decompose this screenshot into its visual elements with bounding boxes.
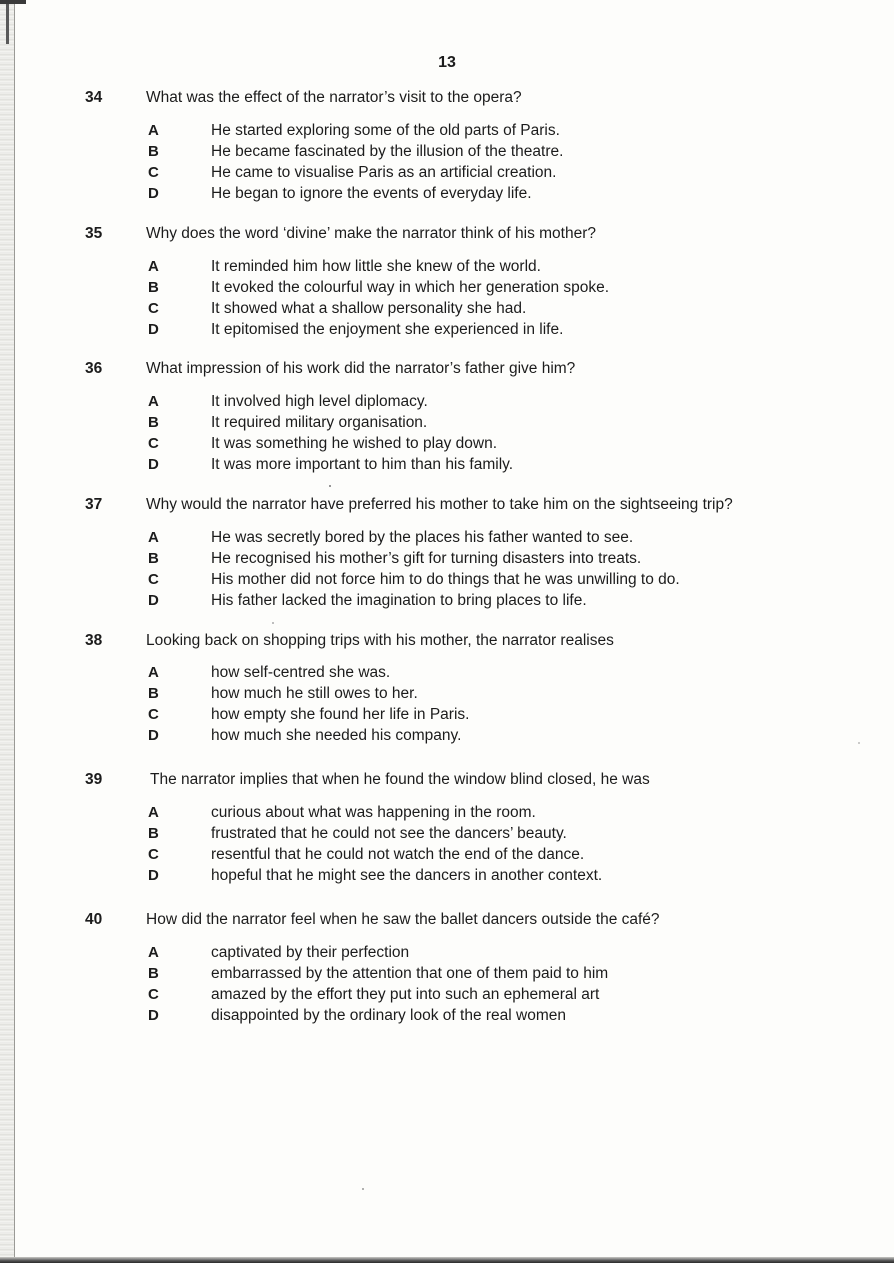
option-text: how self-centred she was. <box>211 664 391 681</box>
option-40-c[interactable] <box>0 986 894 1007</box>
option-36-a[interactable] <box>0 393 894 414</box>
option-letter: B <box>148 550 159 567</box>
option-text: He came to visualise Paris as an artificial creation. <box>211 164 557 181</box>
option-text: It involved high level diplomacy. <box>211 393 428 410</box>
option-37-d[interactable] <box>0 592 894 613</box>
option-text: It required military organisation. <box>211 414 428 431</box>
option-letter: B <box>148 279 159 296</box>
question-number: 39 <box>85 771 103 788</box>
option-text: It showed what a shallow personality she had. <box>211 300 527 317</box>
option-38-c[interactable] <box>0 706 894 727</box>
option-letter: D <box>148 456 159 473</box>
option-letter: C <box>148 986 159 1003</box>
option-text: His mother did not force him to do things that he was unwilling to do. <box>211 571 680 588</box>
scan-speck <box>858 742 860 744</box>
question-text: Why does the word ‘divine’ make the narrator think of his mother? <box>146 225 596 242</box>
option-letter: B <box>148 965 159 982</box>
option-text: He was secretly bored by the places his father wanted to see. <box>211 529 634 546</box>
option-letter: B <box>148 685 159 702</box>
option-text: It was something he wished to play down. <box>211 435 498 452</box>
option-text: how empty she found her life in Paris. <box>211 706 470 723</box>
question-text: Looking back on shopping trips with his mother, the narrator realises <box>146 632 614 649</box>
option-text: captivated by their perfection <box>211 944 410 961</box>
option-text: curious about what was happening in the room. <box>211 804 536 821</box>
option-text: hopeful that he might see the dancers in another context. <box>211 867 603 884</box>
option-text: He recognised his mother’s gift for turning disasters into treats. <box>211 550 642 567</box>
option-text: resentful that he could not watch the end of the dance. <box>211 846 585 863</box>
option-letter: C <box>148 706 159 723</box>
option-text: His father lacked the imagination to bring places to life. <box>211 592 587 609</box>
option-35-c[interactable] <box>0 300 894 321</box>
option-34-c[interactable] <box>0 164 894 185</box>
question-text: How did the narrator feel when he saw the ballet dancers outside the café? <box>146 911 660 928</box>
option-letter: A <box>148 393 159 410</box>
option-text: It epitomised the enjoyment she experienced in life. <box>211 321 564 338</box>
option-letter: C <box>148 300 159 317</box>
question-number: 36 <box>85 360 103 377</box>
option-35-b[interactable] <box>0 279 894 300</box>
question-number: 34 <box>85 89 103 106</box>
option-text: frustrated that he could not see the dancers’ beauty. <box>211 825 567 842</box>
option-38-a[interactable] <box>0 664 894 685</box>
scan-speck <box>272 622 274 624</box>
option-letter: C <box>148 846 159 863</box>
option-34-d[interactable] <box>0 185 894 206</box>
scan-speck <box>329 485 331 487</box>
option-37-a[interactable] <box>0 529 894 550</box>
option-letter: D <box>148 867 159 884</box>
option-35-a[interactable] <box>0 258 894 279</box>
scan-corner-mark <box>0 0 26 4</box>
option-34-b[interactable] <box>0 143 894 164</box>
question-text: Why would the narrator have preferred his mother to take him on the sightseeing trip? <box>146 496 733 513</box>
question-text: What impression of his work did the narrator’s father give him? <box>146 360 576 377</box>
option-40-b[interactable] <box>0 965 894 986</box>
option-letter: D <box>148 185 159 202</box>
option-text: amazed by the effort they put into such an ephemeral art <box>211 986 600 1003</box>
option-text: It evoked the colourful way in which her generation spoke. <box>211 279 610 296</box>
option-39-b[interactable] <box>0 825 894 846</box>
option-letter: A <box>148 529 159 546</box>
option-40-a[interactable] <box>0 944 894 965</box>
option-40-d[interactable] <box>0 1007 894 1028</box>
option-text: It reminded him how little she knew of the world. <box>211 258 541 275</box>
option-36-c[interactable] <box>0 435 894 456</box>
option-letter: D <box>148 727 159 744</box>
option-letter: A <box>148 258 159 275</box>
option-39-c[interactable] <box>0 846 894 867</box>
option-text: how much he still owes to her. <box>211 685 418 702</box>
option-letter: D <box>148 1007 159 1024</box>
question-text: The narrator implies that when he found the window blind closed, he was <box>150 771 650 788</box>
option-letter: D <box>148 321 159 338</box>
option-text: He started exploring some of the old parts of Paris. <box>211 122 560 139</box>
option-text: He became fascinated by the illusion of the theatre. <box>211 143 564 160</box>
scan-corner-stroke <box>6 4 9 44</box>
option-36-b[interactable] <box>0 414 894 435</box>
option-text: disappointed by the ordinary look of the real women <box>211 1007 566 1024</box>
option-text: embarrassed by the attention that one of them paid to him <box>211 965 609 982</box>
option-39-a[interactable] <box>0 804 894 825</box>
option-36-d[interactable] <box>0 456 894 477</box>
option-34-a[interactable] <box>0 122 894 143</box>
option-35-d[interactable] <box>0 321 894 342</box>
option-38-d[interactable] <box>0 727 894 748</box>
option-letter: B <box>148 414 159 431</box>
option-text: how much she needed his company. <box>211 727 462 744</box>
question-text: What was the effect of the narrator’s visit to the opera? <box>146 89 522 106</box>
question-number: 38 <box>85 632 103 649</box>
option-letter: C <box>148 435 159 452</box>
scan-speck <box>362 1188 364 1190</box>
option-39-d[interactable] <box>0 867 894 888</box>
option-letter: B <box>148 143 159 160</box>
option-text: It was more important to him than his family. <box>211 456 514 473</box>
option-letter: D <box>148 592 159 609</box>
question-number: 37 <box>85 496 103 513</box>
page-number: 13 <box>438 54 456 71</box>
option-38-b[interactable] <box>0 685 894 706</box>
option-37-c[interactable] <box>0 571 894 592</box>
question-number: 40 <box>85 911 103 928</box>
option-letter: A <box>148 944 159 961</box>
option-letter: C <box>148 164 159 181</box>
option-letter: A <box>148 804 159 821</box>
scan-bottom-edge <box>0 1257 894 1263</box>
question-number: 35 <box>85 225 103 242</box>
option-letter: C <box>148 571 159 588</box>
option-letter: A <box>148 664 159 681</box>
option-letter: B <box>148 825 159 842</box>
option-37-b[interactable] <box>0 550 894 571</box>
option-text: He began to ignore the events of everyday life. <box>211 185 532 202</box>
option-letter: A <box>148 122 159 139</box>
